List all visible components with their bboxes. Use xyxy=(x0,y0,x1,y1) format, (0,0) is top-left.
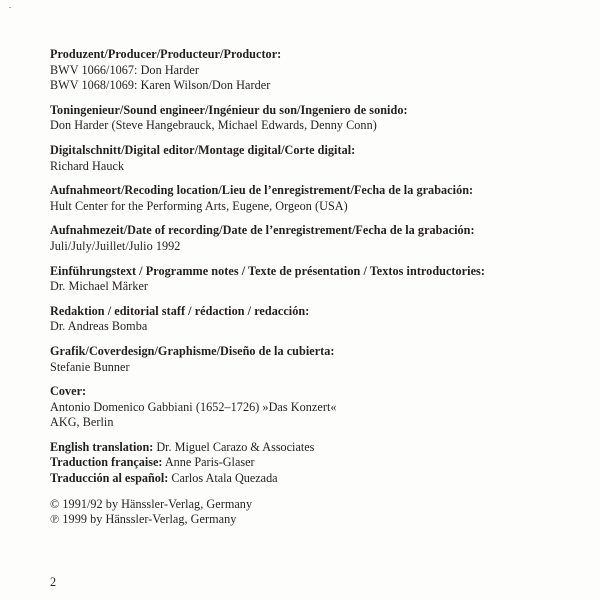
translation-label: Traduction française: xyxy=(50,455,163,470)
copyright-line: © 1991/92 by Hänssler-Verlag, Germany xyxy=(50,496,253,511)
phonographic-copyright-line: ℗ 1999 by Hänssler-Verlag, Germany xyxy=(50,512,237,527)
section-heading: Produzent/Producer/Producteur/Productor: xyxy=(50,47,282,61)
section-heading: Toningenieur/Sound engineer/Ingénieur du son/Ingeniero de sonido: xyxy=(50,102,408,117)
section-heading: Aufnahmeort/Recoding location/Lieu de l’enregistrement/Fecha de la grabación: xyxy=(50,183,474,198)
section-value: Richard Hauck xyxy=(50,158,125,173)
translation-line-french xyxy=(50,455,580,471)
section-value: AKG, Berlin xyxy=(50,415,114,430)
credit-section-programme-notes xyxy=(50,264,580,295)
section-value: Antonio Domenico Gabbiani (1652–1726) »Das Konzert« xyxy=(50,399,337,414)
credit-section-producer xyxy=(50,47,580,94)
translation-label: Traducción al español: xyxy=(50,471,169,486)
translation-line-spanish xyxy=(50,471,580,487)
credits-content xyxy=(50,47,580,537)
translation-label: English translation: xyxy=(50,439,154,454)
section-value: Hult Center for the Performing Arts, Eugene, Orgeon (USA) xyxy=(50,198,348,213)
section-heading: Einführungstext / Programme notes / Texte de présentation / Textos introductories: xyxy=(50,263,485,278)
copyright-block xyxy=(50,497,580,528)
credit-section-recording-date xyxy=(50,223,580,254)
section-heading: Cover: xyxy=(50,384,87,399)
credit-section-recording-location xyxy=(50,183,580,214)
credit-section-cover xyxy=(50,384,580,431)
section-value: Don Harder (Steve Hangebrauck, Michael Edwards, Denny Conn) xyxy=(50,118,377,133)
translation-value: Anne Paris-Glaser xyxy=(164,455,255,470)
section-value: Stefanie Bunner xyxy=(50,359,130,374)
translation-value: Dr. Miguel Carazo & Associates xyxy=(156,439,315,454)
page-corner-mark: - xyxy=(9,3,12,11)
credit-section-sound-engineer xyxy=(50,103,580,134)
section-value: BWV 1066/1067: Don Harder xyxy=(50,62,199,77)
section-value: BWV 1068/1069: Karen Wilson/Don Harder xyxy=(50,78,271,93)
page-number: 2 xyxy=(50,575,57,589)
section-heading: Redaktion / editorial staff / rédaction / redacción: xyxy=(50,303,310,318)
translations-block xyxy=(50,440,580,487)
credit-section-editorial-staff xyxy=(50,304,580,335)
translation-value: Carlos Atala Quezada xyxy=(171,471,278,486)
section-value: Juli/July/Juillet/Julio 1992 xyxy=(50,238,181,253)
credit-section-digital-editor xyxy=(50,143,580,174)
section-value: Dr. Michael Märker xyxy=(50,279,149,294)
credit-section-cover-design xyxy=(50,344,580,375)
section-heading: Grafik/Coverdesign/Graphisme/Diseño de la cubierta: xyxy=(50,343,335,358)
section-heading: Digitalschnitt/Digital editor/Montage digital/Corte digital: xyxy=(50,142,356,157)
section-heading: Aufnahmezeit/Date of recording/Date de l’enregistrement/Fecha de la grabación: xyxy=(50,223,475,238)
translation-line-english xyxy=(50,440,580,456)
section-value: Dr. Andreas Bomba xyxy=(50,319,148,334)
